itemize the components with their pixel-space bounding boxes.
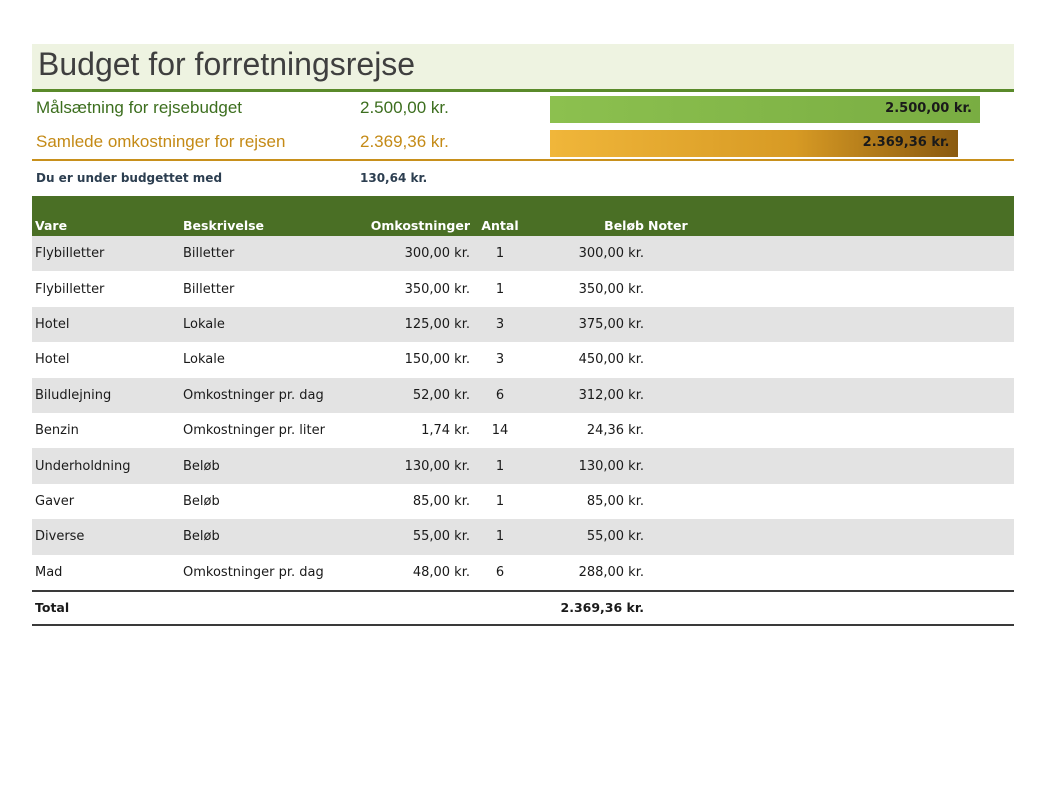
budget-goal-bar-label: 2.500,00 kr. xyxy=(885,101,972,116)
table-row xyxy=(32,342,1014,377)
cell-beloeb[interactable]: 450,00 kr. xyxy=(578,352,644,368)
table-row xyxy=(32,413,1014,448)
expense-table-body xyxy=(32,236,1014,591)
cell-antal[interactable]: 1 xyxy=(495,493,505,509)
column-header-noter[interactable]: Noter xyxy=(644,196,1014,236)
under-budget-row xyxy=(32,168,1014,190)
under-budget-value[interactable]: 130,64 kr. xyxy=(360,171,428,185)
total-cost-row xyxy=(32,126,1014,161)
cell-antal[interactable]: 1 xyxy=(495,281,505,297)
table-row xyxy=(32,484,1014,519)
table-row xyxy=(32,378,1014,413)
column-header-antal[interactable]: Antal xyxy=(470,196,530,236)
total-cost-bar xyxy=(550,130,958,157)
cell-vare[interactable]: Hotel xyxy=(32,307,183,342)
cell-antal[interactable]: 14 xyxy=(491,423,509,439)
total-empty-cell[interactable] xyxy=(183,591,355,625)
cell-beloeb[interactable]: 312,00 kr. xyxy=(530,378,644,413)
total-cost-bar-label: 2.369,36 kr. xyxy=(862,135,950,150)
cell-beloeb[interactable]: 85,00 kr. xyxy=(586,493,644,509)
cell-omkostninger[interactable]: 1,74 kr. xyxy=(421,423,470,439)
cell-beloeb[interactable]: 375,00 kr. xyxy=(530,307,644,342)
title-band xyxy=(32,44,1014,92)
cell-beskrivelse[interactable]: Billetter xyxy=(183,281,235,297)
cell-noter[interactable] xyxy=(644,307,1014,342)
cell-beloeb[interactable]: 288,00 kr. xyxy=(530,555,644,591)
cell-omkostninger[interactable]: 55,00 kr. xyxy=(355,519,470,554)
cell-omkostninger[interactable]: 150,00 kr. xyxy=(404,352,470,368)
table-row xyxy=(32,236,1014,271)
table-row xyxy=(32,307,1014,342)
budget-goal-bar xyxy=(550,96,980,123)
cell-vare[interactable]: Underholdning xyxy=(32,448,183,483)
cell-noter[interactable] xyxy=(644,378,1014,413)
table-row xyxy=(32,448,1014,483)
cell-omkostninger[interactable]: 85,00 kr. xyxy=(412,493,470,509)
cell-omkostninger[interactable]: 300,00 kr. xyxy=(355,236,470,271)
cell-omkostninger[interactable]: 48,00 kr. xyxy=(355,555,470,591)
cell-antal[interactable]: 3 xyxy=(470,307,530,342)
cell-noter[interactable] xyxy=(644,271,1014,306)
cell-vare[interactable]: Diverse xyxy=(32,519,183,554)
total-value[interactable]: 2.369,36 kr. xyxy=(530,591,644,625)
cell-omkostninger[interactable]: 125,00 kr. xyxy=(355,307,470,342)
cell-vare[interactable]: Hotel xyxy=(35,352,70,368)
cell-antal[interactable]: 6 xyxy=(470,555,530,591)
cell-beskrivelse[interactable]: Beløb xyxy=(183,519,355,554)
cell-antal[interactable]: 1 xyxy=(470,448,530,483)
total-empty-cell[interactable] xyxy=(470,591,530,625)
cell-beskrivelse[interactable]: Lokale xyxy=(183,307,355,342)
cell-beloeb[interactable]: 24,36 kr. xyxy=(586,423,644,439)
cell-noter[interactable] xyxy=(644,448,1014,483)
total-row xyxy=(32,591,1014,625)
cell-noter[interactable] xyxy=(644,484,1014,519)
table-header-row xyxy=(32,196,1014,236)
cell-beloeb[interactable]: 300,00 kr. xyxy=(530,236,644,271)
cell-antal[interactable]: 1 xyxy=(470,236,530,271)
cell-beskrivelse[interactable]: Beløb xyxy=(183,493,220,509)
total-cost-value[interactable]: 2.369,36 kr. xyxy=(360,132,449,151)
column-header-beloeb[interactable]: Beløb xyxy=(530,196,644,236)
table-row xyxy=(32,555,1014,591)
cell-beskrivelse[interactable]: Billetter xyxy=(183,236,355,271)
cell-omkostninger[interactable]: 130,00 kr. xyxy=(355,448,470,483)
expense-table xyxy=(32,196,1014,626)
cell-vare[interactable]: Flybilletter xyxy=(35,281,105,297)
table-row xyxy=(32,519,1014,554)
cell-vare[interactable]: Mad xyxy=(32,555,183,591)
cell-noter[interactable] xyxy=(644,236,1014,271)
cell-beloeb[interactable]: 55,00 kr. xyxy=(530,519,644,554)
cell-beloeb[interactable]: 350,00 kr. xyxy=(578,281,644,297)
table-row xyxy=(32,271,1014,306)
cell-vare[interactable]: Biludlejning xyxy=(32,378,183,413)
under-budget-label: Du er under budgettet med xyxy=(36,171,223,185)
page-title: Budget for forretningsrejse xyxy=(38,46,416,82)
cell-omkostninger[interactable]: 350,00 kr. xyxy=(404,281,470,297)
cell-noter[interactable] xyxy=(644,413,1014,448)
cell-beskrivelse[interactable]: Beløb xyxy=(183,448,355,483)
cell-omkostninger[interactable]: 52,00 kr. xyxy=(355,378,470,413)
cell-noter[interactable] xyxy=(644,555,1014,591)
total-label[interactable]: Total xyxy=(32,591,183,625)
total-cost-label: Samlede omkostninger for rejsen xyxy=(36,132,286,151)
total-empty-cell[interactable] xyxy=(355,591,470,625)
cell-antal[interactable]: 1 xyxy=(470,519,530,554)
budget-goal-value[interactable]: 2.500,00 kr. xyxy=(360,98,449,117)
cell-vare[interactable]: Gaver xyxy=(35,493,75,509)
total-empty-cell[interactable] xyxy=(644,591,1014,625)
budget-goal-label: Målsætning for rejsebudget xyxy=(36,98,243,117)
cell-beskrivelse[interactable]: Omkostninger pr. liter xyxy=(183,423,325,439)
cell-beloeb[interactable]: 130,00 kr. xyxy=(530,448,644,483)
cell-noter[interactable] xyxy=(644,519,1014,554)
cell-beskrivelse[interactable]: Lokale xyxy=(183,352,225,368)
cell-vare[interactable]: Flybilletter xyxy=(32,236,183,271)
cell-antal[interactable]: 3 xyxy=(495,352,505,368)
cell-noter[interactable] xyxy=(644,342,1014,377)
column-header-beskrivelse[interactable]: Beskrivelse xyxy=(183,196,355,236)
budget-goal-row xyxy=(32,92,1014,125)
cell-antal[interactable]: 6 xyxy=(470,378,530,413)
cell-beskrivelse[interactable]: Omkostninger pr. dag xyxy=(183,378,355,413)
cell-beskrivelse[interactable]: Omkostninger pr. dag xyxy=(183,555,355,591)
column-header-omkostninger[interactable]: Omkostninger xyxy=(355,196,470,236)
column-header-vare[interactable]: Vare xyxy=(32,196,183,236)
budget-sheet xyxy=(32,44,1014,616)
cell-vare[interactable]: Benzin xyxy=(35,423,79,439)
